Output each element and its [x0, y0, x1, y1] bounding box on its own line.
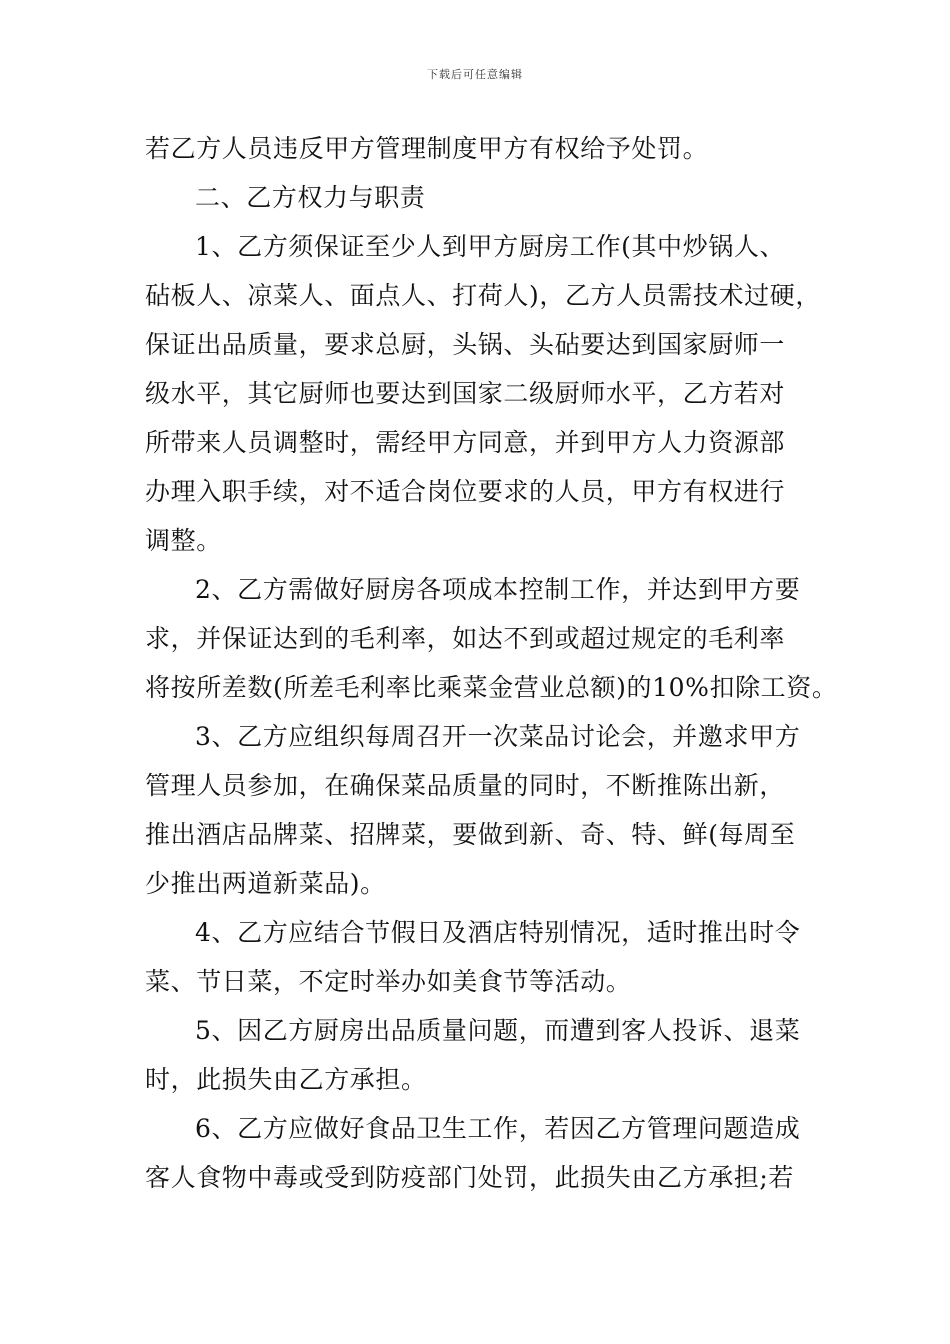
paragraph-3-line: 保证出品质量，要求总厨，头锅、头砧要达到国家厨师一	[145, 330, 786, 359]
page-header: 下载后可任意编辑	[427, 68, 523, 81]
paragraph-7-line: 时，此损失由乙方承担。	[145, 1065, 427, 1094]
paragraph-3-line: 砧板人、凉菜人、面点人、打荷人)，乙方人员需技术过硬，	[145, 281, 821, 310]
paragraph-3-line: 办理入职手续，对不适合岗位要求的人员，甲方有权进行	[145, 477, 786, 506]
paragraph-8-line: 客人食物中毒或受到防疫部门处罚，此损失由乙方承担;若	[145, 1163, 795, 1192]
paragraph-5-line: 管理人员参加，在确保菜品质量的同时，不断推陈出新，	[145, 771, 786, 800]
paragraph-3-line: 调整。	[145, 526, 222, 555]
paragraph-4-line: 2、乙方需做好厨房各项成本控制工作，并达到甲方要	[195, 575, 801, 604]
paragraph-3-line: 1、乙方须保证至少人到甲方厨房工作(其中炒锅人、	[195, 232, 786, 261]
document-body	[145, 124, 838, 1202]
paragraph-5-line: 少推出两道新菜品)。	[145, 869, 386, 898]
paragraph-8-line: 6、乙方应做好食品卫生工作，若因乙方管理问题造成	[195, 1114, 801, 1143]
paragraph-4-line: 求，并保证达到的毛利率，如达不到或超过规定的毛利率	[145, 624, 786, 653]
paragraph-7-line: 5、因乙方厨房出品质量问题，而遭到客人投诉、退菜	[195, 1016, 801, 1045]
paragraph-5-line: 推出酒店品牌菜、招牌菜，要做到新、奇、特、鲜(每周至	[145, 820, 796, 849]
paragraph-5-line: 3、乙方应组织每周召开一次菜品讨论会，并邀求甲方	[195, 722, 801, 751]
paragraph-6-line: 4、乙方应结合节假日及酒店特别情况，适时推出时令	[195, 918, 801, 947]
paragraph-6-line: 菜、节日菜，不定时举办如美食节等活动。	[145, 967, 632, 996]
paragraph-1-line: 若乙方人员违反甲方管理制度甲方有权给予处罚。	[145, 134, 709, 163]
paragraph-4-line: 将按所差数(所差毛利率比乘菜金营业总额)的10%扣除工资。	[145, 673, 838, 702]
paragraph-3-line: 级水平，其它厨师也要达到国家二级厨师水平，乙方若对	[145, 379, 786, 408]
paragraph-2-line: 二、乙方权力与职责	[195, 183, 426, 212]
paragraph-3-line: 所带来人员调整时，需经甲方同意，并到甲方人力资源部	[145, 428, 786, 457]
